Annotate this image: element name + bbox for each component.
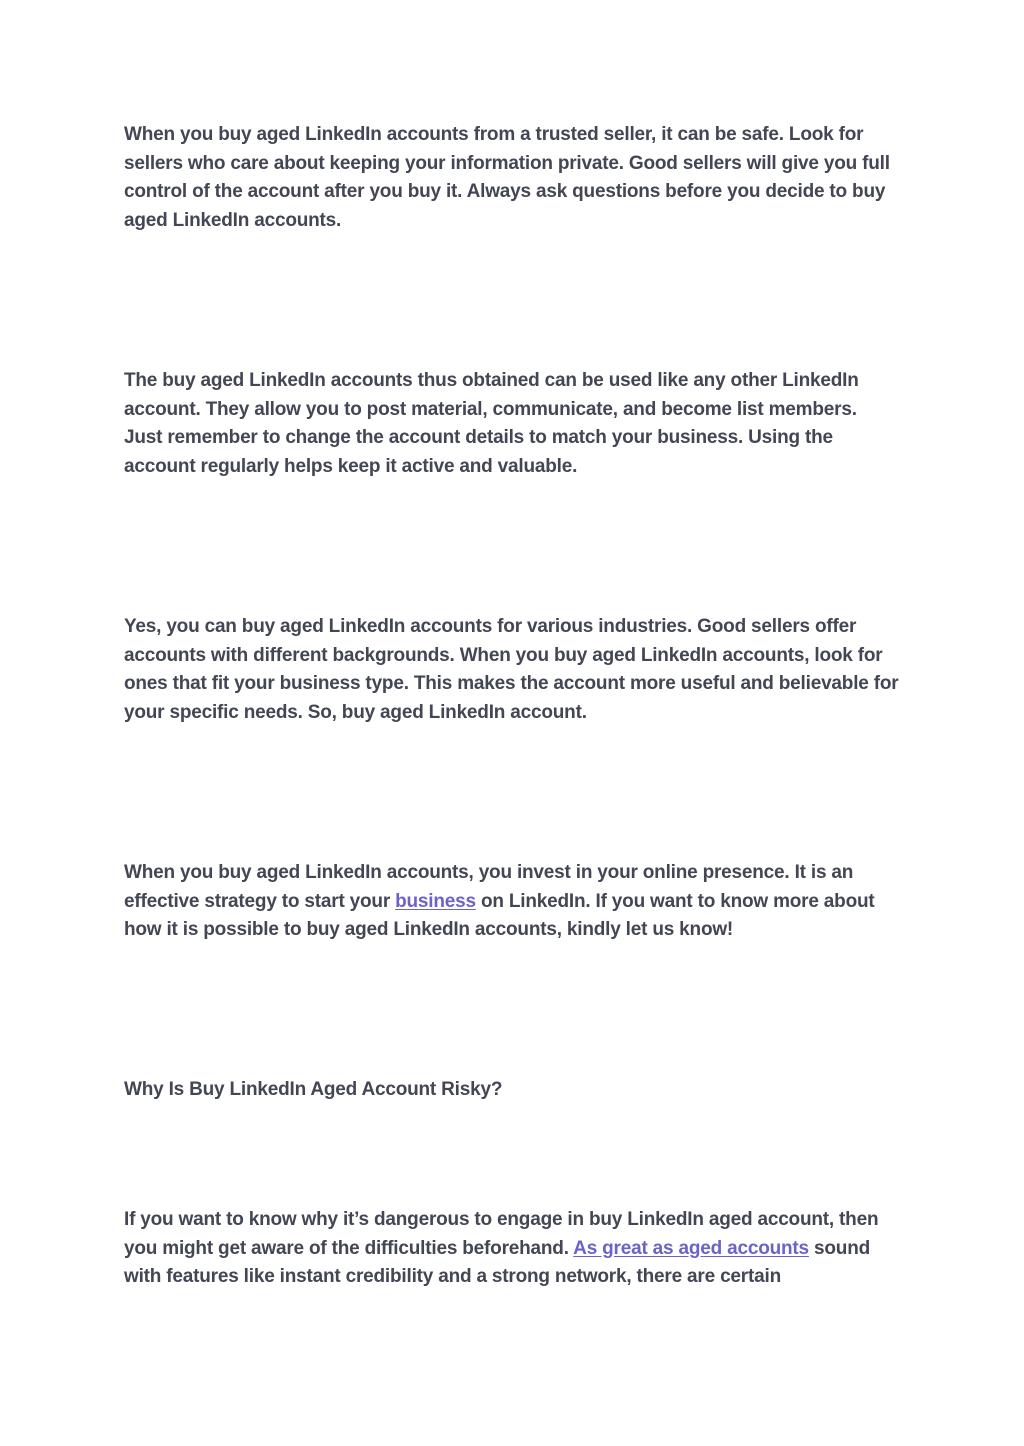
paragraph-usage: The buy aged LinkedIn accounts thus obtained can be used like any other LinkedIn account. They allow you to post material, communicate, and become list members. Just remember to change the account details to match your business. Using the account regularly helps keep it active and valuable. xyxy=(124,370,859,477)
paragraph-invest xyxy=(124,859,899,945)
paragraph-risk xyxy=(124,1206,899,1292)
aged-accounts-link[interactable]: As great as aged accounts xyxy=(573,1237,809,1259)
paragraph-risk-text-before: If you want to know why it’s dangerous to engage in buy LinkedIn aged account, then you might get aware of the difficulties beforehand. xyxy=(124,1209,879,1259)
paragraph-industries: Yes, you can buy aged LinkedIn accounts for various industries. Good sellers offer accounts with different backgrounds. When you buy aged LinkedIn accounts, look for ones that fit your business type. This makes the account more useful and believable for your specific needs. So, buy aged LinkedIn account. xyxy=(124,616,899,723)
paragraph-invest-text-after: on LinkedIn. If you want to know more about how it is possible to buy aged LinkedIn accounts, kindly let us know! xyxy=(124,890,875,940)
paragraph-safety: When you buy aged LinkedIn accounts from a trusted seller, it can be safe. Look for sellers who care about keeping your information private. Good sellers will give you full control of the account after you buy it. Always ask questions before you decide to buy aged LinkedIn accounts. xyxy=(124,124,890,231)
paragraph-risk-text-after: sound with features like instant credibility and a strong network, there are certain xyxy=(124,1237,871,1287)
section-heading: Why Is Buy LinkedIn Aged Account Risky? xyxy=(124,1079,503,1100)
business-link[interactable]: business xyxy=(395,890,476,912)
paragraph-invest-text-before: When you buy aged LinkedIn accounts, you invest in your online presence. It is an effective strategy to start your xyxy=(124,862,854,912)
